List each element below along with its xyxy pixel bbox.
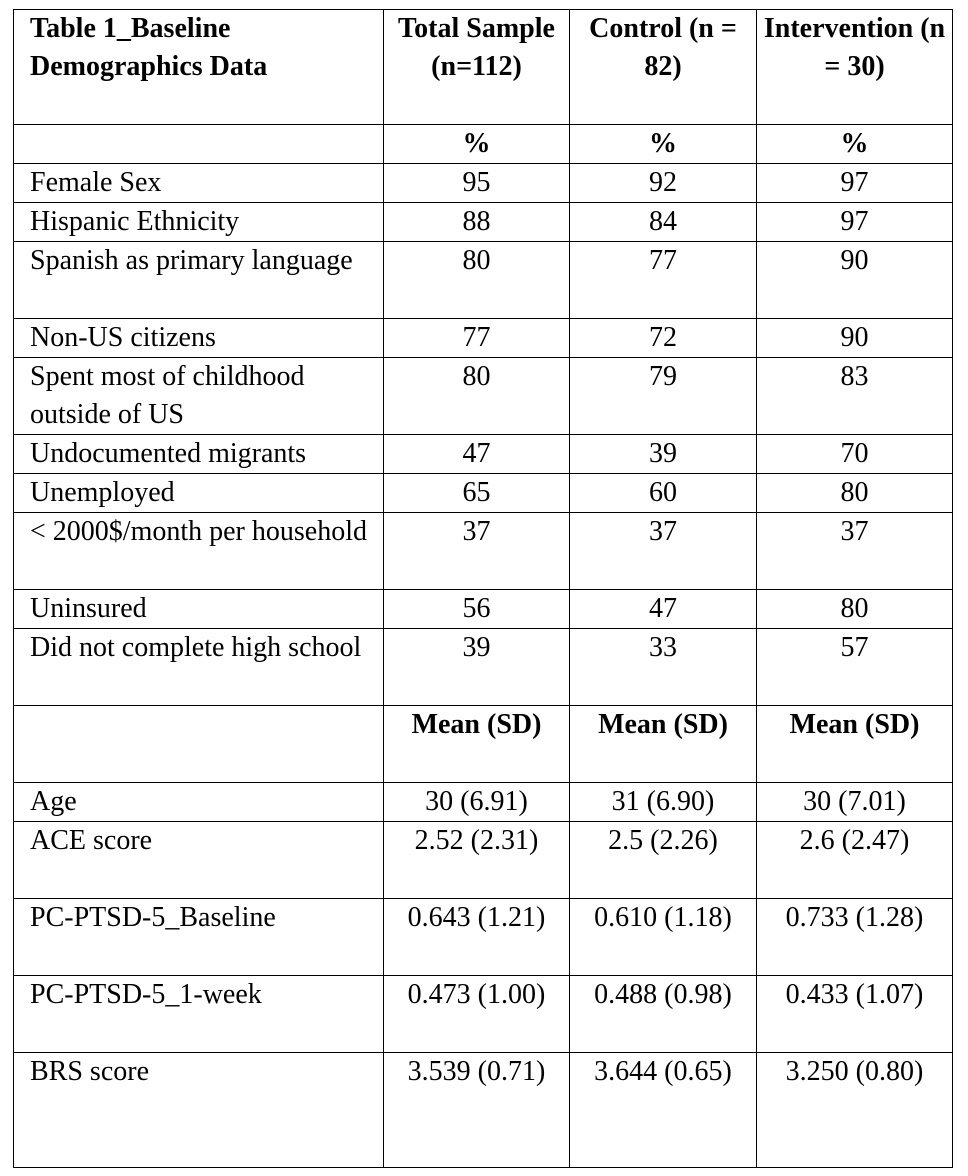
table-row xyxy=(14,358,953,435)
cell-control: 77 xyxy=(570,242,757,319)
cell-control: 72 xyxy=(570,319,757,358)
cell-intervention: 90 xyxy=(757,319,953,358)
row-label: Did not complete high school xyxy=(14,629,384,706)
table-title: Table 1_Baseline Demographics Data xyxy=(14,10,384,125)
table-row xyxy=(14,435,953,474)
table-row xyxy=(14,319,953,358)
cell-total: 30 (6.91) xyxy=(384,783,570,822)
cell-intervention: 80 xyxy=(757,590,953,629)
row-label: PC-PTSD-5_Baseline xyxy=(14,899,384,976)
empty-cell xyxy=(14,125,384,164)
cell-intervention: 37 xyxy=(757,513,953,590)
cell-total: 80 xyxy=(384,242,570,319)
cell-total: 65 xyxy=(384,474,570,513)
cell-total: 80 xyxy=(384,358,570,435)
cell-control: 31 (6.90) xyxy=(570,783,757,822)
table-row xyxy=(14,1053,953,1168)
cell-total: 2.52 (2.31) xyxy=(384,822,570,899)
table-row xyxy=(14,629,953,706)
percent-label: % xyxy=(757,125,953,164)
cell-control: 79 xyxy=(570,358,757,435)
cell-total: 37 xyxy=(384,513,570,590)
row-label: < 2000$/month per household xyxy=(14,513,384,590)
col-header-intervention: Intervention (n = 30) xyxy=(757,10,953,125)
cell-control: 92 xyxy=(570,164,757,203)
table-row xyxy=(14,474,953,513)
empty-cell xyxy=(14,706,384,783)
row-label: Age xyxy=(14,783,384,822)
cell-intervention: 3.250 (0.80) xyxy=(757,1053,953,1168)
table-row xyxy=(14,590,953,629)
row-label: PC-PTSD-5_1-week xyxy=(14,976,384,1053)
cell-intervention: 83 xyxy=(757,358,953,435)
cell-control: 84 xyxy=(570,203,757,242)
cell-control: 0.488 (0.98) xyxy=(570,976,757,1053)
row-label: Undocumented migrants xyxy=(14,435,384,474)
demographics-table xyxy=(13,9,953,1168)
cell-intervention: 97 xyxy=(757,203,953,242)
cell-intervention: 0.733 (1.28) xyxy=(757,899,953,976)
table-row xyxy=(14,513,953,590)
cell-control: 33 xyxy=(570,629,757,706)
cell-control: 60 xyxy=(570,474,757,513)
cell-total: 3.539 (0.71) xyxy=(384,1053,570,1168)
cell-intervention: 90 xyxy=(757,242,953,319)
row-label: Spent most of childhood outside of US xyxy=(14,358,384,435)
row-label: Hispanic Ethnicity xyxy=(14,203,384,242)
cell-total: 0.473 (1.00) xyxy=(384,976,570,1053)
cell-control: 0.610 (1.18) xyxy=(570,899,757,976)
row-label: ACE score xyxy=(14,822,384,899)
table-row xyxy=(14,242,953,319)
cell-control: 39 xyxy=(570,435,757,474)
percent-label: % xyxy=(384,125,570,164)
cell-intervention: 2.6 (2.47) xyxy=(757,822,953,899)
row-label: Unemployed xyxy=(14,474,384,513)
cell-control: 3.644 (0.65) xyxy=(570,1053,757,1168)
cell-total: 56 xyxy=(384,590,570,629)
cell-intervention: 97 xyxy=(757,164,953,203)
table-row xyxy=(14,203,953,242)
row-label: Uninsured xyxy=(14,590,384,629)
cell-control: 47 xyxy=(570,590,757,629)
cell-intervention: 70 xyxy=(757,435,953,474)
header-row xyxy=(14,10,953,125)
cell-total: 39 xyxy=(384,629,570,706)
mean-sd-label: Mean (SD) xyxy=(570,706,757,783)
mean-unit-row xyxy=(14,706,953,783)
table-row xyxy=(14,822,953,899)
cell-intervention: 57 xyxy=(757,629,953,706)
table-row xyxy=(14,164,953,203)
cell-total: 77 xyxy=(384,319,570,358)
table-row xyxy=(14,899,953,976)
col-header-control: Control (n = 82) xyxy=(570,10,757,125)
cell-total: 88 xyxy=(384,203,570,242)
cell-intervention: 30 (7.01) xyxy=(757,783,953,822)
row-label: Spanish as primary language xyxy=(14,242,384,319)
cell-intervention: 80 xyxy=(757,474,953,513)
cell-control: 2.5 (2.26) xyxy=(570,822,757,899)
row-label: BRS score xyxy=(14,1053,384,1168)
mean-sd-label: Mean (SD) xyxy=(384,706,570,783)
table-row xyxy=(14,783,953,822)
row-label: Female Sex xyxy=(14,164,384,203)
percent-unit-row xyxy=(14,125,953,164)
cell-total: 95 xyxy=(384,164,570,203)
cell-total: 0.643 (1.21) xyxy=(384,899,570,976)
row-label: Non-US citizens xyxy=(14,319,384,358)
cell-intervention: 0.433 (1.07) xyxy=(757,976,953,1053)
cell-control: 37 xyxy=(570,513,757,590)
percent-label: % xyxy=(570,125,757,164)
mean-sd-label: Mean (SD) xyxy=(757,706,953,783)
table-row xyxy=(14,976,953,1053)
col-header-total: Total Sample (n=112) xyxy=(384,10,570,125)
cell-total: 47 xyxy=(384,435,570,474)
